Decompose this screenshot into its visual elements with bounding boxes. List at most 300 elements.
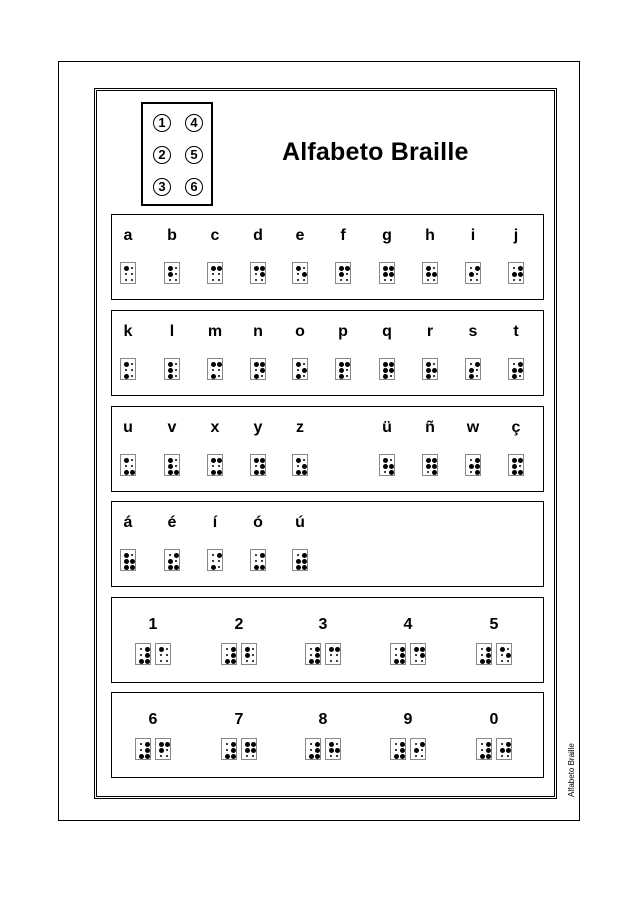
- flat-dot-1: [169, 554, 171, 556]
- flat-dot-5: [166, 749, 168, 751]
- raised-dot-4: [231, 742, 236, 747]
- flat-dot-6: [166, 755, 168, 757]
- flat-dot-1: [212, 554, 214, 556]
- raised-dot-5: [432, 272, 437, 277]
- raised-dot-6: [475, 470, 480, 475]
- flat-dot-3: [169, 279, 171, 281]
- raised-dot-1: [329, 742, 334, 747]
- flat-dot-1: [310, 648, 312, 650]
- flat-dot-1: [481, 743, 483, 745]
- raised-dot-2: [383, 368, 388, 373]
- raised-dot-1: [383, 266, 388, 271]
- number-sign-cell: [390, 738, 406, 760]
- number-label: 1: [148, 616, 158, 633]
- number-sign-cell: [135, 643, 151, 665]
- flat-dot-1: [513, 267, 515, 269]
- flat-dot-4: [303, 459, 305, 461]
- raised-dot-4: [260, 458, 265, 463]
- raised-dot-6: [130, 470, 135, 475]
- number-label: 0: [489, 711, 499, 728]
- raised-dot-1: [339, 266, 344, 271]
- flat-dot-4: [336, 743, 338, 745]
- raised-dot-4: [231, 647, 236, 652]
- letter-label: ú: [295, 514, 305, 531]
- raised-dot-6: [260, 470, 265, 475]
- flat-dot-6: [507, 755, 509, 757]
- raised-dot-5: [302, 464, 307, 469]
- raised-dot-1: [124, 266, 129, 271]
- flat-dot-2: [255, 273, 257, 275]
- flat-dot-2: [125, 465, 127, 467]
- flat-dot-4: [507, 648, 509, 650]
- raised-dot-2: [383, 272, 388, 277]
- braille-cell-f: [335, 262, 351, 284]
- raised-dot-4: [217, 553, 222, 558]
- raised-dot-5: [420, 653, 425, 658]
- flat-dot-4: [175, 267, 177, 269]
- letter-label: q: [382, 323, 392, 340]
- braille-cell-j: [508, 262, 524, 284]
- flat-dot-6: [346, 279, 348, 281]
- braille-cell-z: [292, 454, 308, 476]
- flat-dot-4: [252, 648, 254, 650]
- letter-label: v: [167, 419, 177, 436]
- flat-dot-4: [166, 648, 168, 650]
- braille-cell-b: [164, 262, 180, 284]
- braille-cell-c: [207, 262, 223, 284]
- flat-dot-4: [131, 363, 133, 365]
- letter-label: w: [466, 419, 480, 436]
- braille-cell-digit-6: [155, 738, 171, 760]
- braille-cell-digit-7: [241, 738, 257, 760]
- flat-dot-6: [218, 566, 220, 568]
- raised-dot-4: [315, 647, 320, 652]
- flat-dot-5: [131, 465, 133, 467]
- flat-dot-1: [395, 648, 397, 650]
- raised-dot-4: [251, 742, 256, 747]
- raised-dot-3: [254, 565, 259, 570]
- flat-dot-5: [218, 560, 220, 562]
- number-label: 5: [489, 616, 499, 633]
- raised-dot-5: [389, 464, 394, 469]
- braille-cell-n: [250, 358, 266, 380]
- flat-dot-4: [303, 363, 305, 365]
- letter-label: n: [253, 323, 263, 340]
- braille-cell-ü: [379, 454, 395, 476]
- raised-dot-5: [145, 653, 150, 658]
- flat-dot-2: [297, 273, 299, 275]
- raised-dot-5: [315, 748, 320, 753]
- flat-dot-3: [246, 755, 248, 757]
- raised-dot-5: [506, 748, 511, 753]
- raised-dot-2: [168, 368, 173, 373]
- number-label: 8: [318, 711, 328, 728]
- raised-dot-4: [518, 266, 523, 271]
- raised-dot-1: [296, 266, 301, 271]
- number-label: 4: [403, 616, 413, 633]
- raised-dot-3: [225, 754, 230, 759]
- raised-dot-6: [302, 565, 307, 570]
- flat-dot-3: [255, 279, 257, 281]
- flat-dot-6: [336, 660, 338, 662]
- raised-dot-3: [211, 374, 216, 379]
- flat-dot-3: [246, 660, 248, 662]
- flat-dot-6: [175, 279, 177, 281]
- raised-dot-2: [512, 272, 517, 277]
- raised-dot-1: [168, 266, 173, 271]
- flat-dot-5: [252, 654, 254, 656]
- raised-dot-3: [211, 565, 216, 570]
- flat-dot-4: [175, 459, 177, 461]
- letter-label: e: [295, 227, 305, 244]
- flat-dot-4: [433, 363, 435, 365]
- raised-dot-4: [486, 647, 491, 652]
- raised-dot-2: [512, 464, 517, 469]
- letter-label: z: [296, 419, 304, 436]
- flat-dot-2: [297, 369, 299, 371]
- raised-dot-1: [211, 362, 216, 367]
- flat-dot-3: [513, 279, 515, 281]
- raised-dot-2: [168, 559, 173, 564]
- raised-dot-1: [159, 647, 164, 652]
- flat-dot-6: [303, 279, 305, 281]
- raised-dot-4: [475, 266, 480, 271]
- raised-dot-3: [309, 754, 314, 759]
- raised-dot-5: [389, 272, 394, 277]
- raised-dot-1: [254, 266, 259, 271]
- raised-dot-4: [165, 742, 170, 747]
- raised-dot-2: [124, 559, 129, 564]
- braille-row-numbers-6-0: [111, 692, 544, 778]
- braille-cell-digit-9: [410, 738, 426, 760]
- letter-label: t: [513, 323, 519, 340]
- raised-dot-4: [475, 458, 480, 463]
- raised-dot-3: [296, 565, 301, 570]
- letter-label: ó: [253, 514, 263, 531]
- flat-dot-1: [481, 648, 483, 650]
- raised-dot-4: [518, 458, 523, 463]
- flat-dot-2: [310, 654, 312, 656]
- flat-dot-3: [160, 755, 162, 757]
- dot-number-4: 4: [185, 114, 203, 132]
- flat-dot-4: [131, 554, 133, 556]
- raised-dot-5: [506, 653, 511, 658]
- flat-dot-2: [226, 749, 228, 751]
- dot-number-2: 2: [153, 146, 171, 164]
- raised-dot-1: [124, 553, 129, 558]
- raised-dot-2: [512, 368, 517, 373]
- braille-cell-á: [120, 549, 136, 571]
- flat-dot-5: [476, 273, 478, 275]
- raised-dot-1: [211, 458, 216, 463]
- raised-dot-4: [345, 266, 350, 271]
- flat-dot-6: [476, 279, 478, 281]
- flat-dot-2: [415, 654, 417, 656]
- raised-dot-4: [400, 647, 405, 652]
- raised-dot-1: [339, 362, 344, 367]
- raised-dot-2: [426, 368, 431, 373]
- raised-dot-5: [400, 653, 405, 658]
- flat-dot-3: [415, 660, 417, 662]
- raised-dot-5: [335, 748, 340, 753]
- raised-dot-4: [335, 647, 340, 652]
- flat-dot-3: [384, 471, 386, 473]
- flat-dot-1: [310, 743, 312, 745]
- raised-dot-4: [389, 266, 394, 271]
- flat-dot-6: [390, 375, 392, 377]
- flat-dot-6: [218, 375, 220, 377]
- braille-cell-digit-0: [496, 738, 512, 760]
- number-label: 9: [403, 711, 413, 728]
- raised-dot-2: [383, 464, 388, 469]
- raised-dot-2: [426, 464, 431, 469]
- flat-dot-6: [433, 279, 435, 281]
- flat-dot-6: [131, 279, 133, 281]
- flat-dot-2: [160, 654, 162, 656]
- raised-dot-2: [296, 559, 301, 564]
- raised-dot-3: [124, 374, 129, 379]
- raised-dot-1: [159, 742, 164, 747]
- raised-dot-3: [254, 470, 259, 475]
- raised-dot-3: [168, 374, 173, 379]
- flat-dot-4: [433, 267, 435, 269]
- raised-dot-3: [254, 374, 259, 379]
- raised-dot-4: [302, 553, 307, 558]
- flat-dot-1: [470, 363, 472, 365]
- raised-dot-1: [383, 458, 388, 463]
- raised-dot-5: [432, 368, 437, 373]
- raised-dot-3: [124, 470, 129, 475]
- flat-dot-2: [212, 273, 214, 275]
- raised-dot-4: [145, 742, 150, 747]
- raised-dot-3: [480, 659, 485, 664]
- flat-dot-5: [175, 560, 177, 562]
- flat-dot-3: [427, 279, 429, 281]
- flat-dot-1: [140, 743, 142, 745]
- flat-dot-2: [226, 654, 228, 656]
- flat-dot-1: [255, 554, 257, 556]
- flat-dot-2: [212, 369, 214, 371]
- raised-dot-5: [302, 559, 307, 564]
- number-sign-cell: [221, 643, 237, 665]
- flat-dot-6: [507, 660, 509, 662]
- raised-dot-2: [329, 748, 334, 753]
- flat-dot-5: [346, 273, 348, 275]
- flat-dot-5: [175, 273, 177, 275]
- letter-label: r: [426, 323, 434, 340]
- raised-dot-6: [145, 754, 150, 759]
- raised-dot-4: [432, 458, 437, 463]
- raised-dot-1: [245, 742, 250, 747]
- flat-dot-1: [513, 363, 515, 365]
- raised-dot-4: [145, 647, 150, 652]
- dot-number-5: 5: [185, 146, 203, 164]
- raised-dot-4: [345, 362, 350, 367]
- number-sign-cell: [476, 643, 492, 665]
- flat-dot-5: [261, 560, 263, 562]
- raised-dot-5: [486, 653, 491, 658]
- braille-cell-a: [120, 262, 136, 284]
- raised-dot-6: [315, 659, 320, 664]
- flat-dot-3: [470, 279, 472, 281]
- flat-dot-5: [166, 654, 168, 656]
- braille-cell-ó: [250, 549, 266, 571]
- flat-dot-6: [261, 279, 263, 281]
- raised-dot-6: [400, 659, 405, 664]
- raised-dot-6: [130, 565, 135, 570]
- braille-cell-digit-3: [325, 643, 341, 665]
- flat-dot-5: [175, 369, 177, 371]
- letter-label: l: [169, 323, 175, 340]
- raised-dot-6: [400, 754, 405, 759]
- raised-dot-2: [426, 272, 431, 277]
- raised-dot-4: [217, 458, 222, 463]
- raised-dot-5: [389, 368, 394, 373]
- raised-dot-3: [383, 374, 388, 379]
- raised-dot-3: [394, 754, 399, 759]
- raised-dot-1: [426, 266, 431, 271]
- flat-dot-6: [519, 279, 521, 281]
- flat-dot-3: [160, 660, 162, 662]
- flat-dot-1: [395, 743, 397, 745]
- raised-dot-1: [329, 647, 334, 652]
- raised-dot-5: [432, 464, 437, 469]
- raised-dot-5: [130, 559, 135, 564]
- flat-dot-3: [427, 471, 429, 473]
- flat-dot-3: [212, 279, 214, 281]
- raised-dot-1: [296, 458, 301, 463]
- braille-cell-h: [422, 262, 438, 284]
- braille-cell-v: [164, 454, 180, 476]
- flat-dot-4: [131, 267, 133, 269]
- raised-dot-2: [469, 272, 474, 277]
- letter-label: p: [338, 323, 348, 340]
- flat-dot-2: [255, 465, 257, 467]
- flat-dot-5: [131, 369, 133, 371]
- flat-dot-4: [131, 459, 133, 461]
- flat-dot-5: [476, 369, 478, 371]
- dot-number-6: 6: [185, 178, 203, 196]
- flat-dot-1: [501, 743, 503, 745]
- braille-cell-digit-4: [410, 643, 426, 665]
- flat-dot-2: [481, 654, 483, 656]
- raised-dot-5: [260, 272, 265, 277]
- raised-dot-2: [245, 653, 250, 658]
- flat-dot-3: [470, 471, 472, 473]
- flat-dot-2: [140, 654, 142, 656]
- flat-dot-3: [384, 279, 386, 281]
- raised-dot-5: [475, 464, 480, 469]
- raised-dot-1: [211, 266, 216, 271]
- flat-dot-6: [433, 375, 435, 377]
- raised-dot-4: [420, 647, 425, 652]
- raised-dot-6: [217, 470, 222, 475]
- raised-dot-2: [339, 272, 344, 277]
- raised-dot-3: [394, 659, 399, 664]
- braille-cell-digit-8: [325, 738, 341, 760]
- letter-label: u: [123, 419, 133, 436]
- number-label: 3: [318, 616, 328, 633]
- flat-dot-3: [125, 279, 127, 281]
- raised-dot-5: [486, 748, 491, 753]
- letter-label: f: [340, 227, 346, 244]
- raised-dot-2: [469, 368, 474, 373]
- dot-number-1: 1: [153, 114, 171, 132]
- raised-dot-1: [254, 458, 259, 463]
- raised-dot-3: [168, 565, 173, 570]
- letter-label: ü: [382, 419, 392, 436]
- raised-dot-3: [296, 374, 301, 379]
- flat-dot-5: [131, 273, 133, 275]
- raised-dot-4: [506, 742, 511, 747]
- flat-dot-2: [125, 273, 127, 275]
- raised-dot-5: [518, 368, 523, 373]
- raised-dot-4: [400, 742, 405, 747]
- raised-dot-5: [260, 464, 265, 469]
- raised-dot-4: [420, 742, 425, 747]
- flat-dot-2: [212, 560, 214, 562]
- raised-dot-4: [217, 362, 222, 367]
- page-title: Alfabeto Braille: [282, 138, 469, 166]
- flat-dot-1: [470, 459, 472, 461]
- raised-dot-6: [231, 754, 236, 759]
- flat-dot-6: [476, 375, 478, 377]
- flat-dot-4: [175, 363, 177, 365]
- raised-dot-2: [339, 368, 344, 373]
- raised-dot-2: [245, 748, 250, 753]
- letter-label: y: [253, 419, 263, 436]
- flat-dot-1: [297, 554, 299, 556]
- flat-dot-6: [131, 375, 133, 377]
- raised-dot-2: [469, 464, 474, 469]
- letter-label: í: [212, 514, 218, 531]
- flat-dot-5: [218, 369, 220, 371]
- letter-label: i: [470, 227, 476, 244]
- flat-dot-4: [390, 459, 392, 461]
- raised-dot-3: [512, 470, 517, 475]
- number-sign-cell: [390, 643, 406, 665]
- flat-dot-1: [140, 648, 142, 650]
- braille-cell-ç: [508, 454, 524, 476]
- raised-dot-4: [389, 362, 394, 367]
- raised-dot-3: [339, 374, 344, 379]
- braille-cell-y: [250, 454, 266, 476]
- raised-dot-1: [426, 362, 431, 367]
- raised-dot-2: [168, 464, 173, 469]
- raised-dot-2: [500, 748, 505, 753]
- raised-dot-6: [145, 659, 150, 664]
- raised-dot-4: [486, 742, 491, 747]
- number-sign-cell: [305, 738, 321, 760]
- raised-dot-5: [315, 653, 320, 658]
- raised-dot-6: [302, 470, 307, 475]
- raised-dot-5: [518, 272, 523, 277]
- letter-label: é: [167, 514, 177, 531]
- braille-row-numbers-1-5: [111, 597, 544, 683]
- braille-cell-p: [335, 358, 351, 380]
- flat-dot-3: [340, 279, 342, 281]
- raised-dot-5: [302, 272, 307, 277]
- raised-dot-3: [211, 470, 216, 475]
- letter-label: h: [425, 227, 435, 244]
- raised-dot-1: [124, 458, 129, 463]
- flat-dot-6: [421, 660, 423, 662]
- side-label: Alfabeto Braille: [567, 743, 576, 797]
- raised-dot-2: [414, 748, 419, 753]
- braille-cell-q: [379, 358, 395, 380]
- raised-dot-5: [302, 368, 307, 373]
- raised-dot-3: [309, 659, 314, 664]
